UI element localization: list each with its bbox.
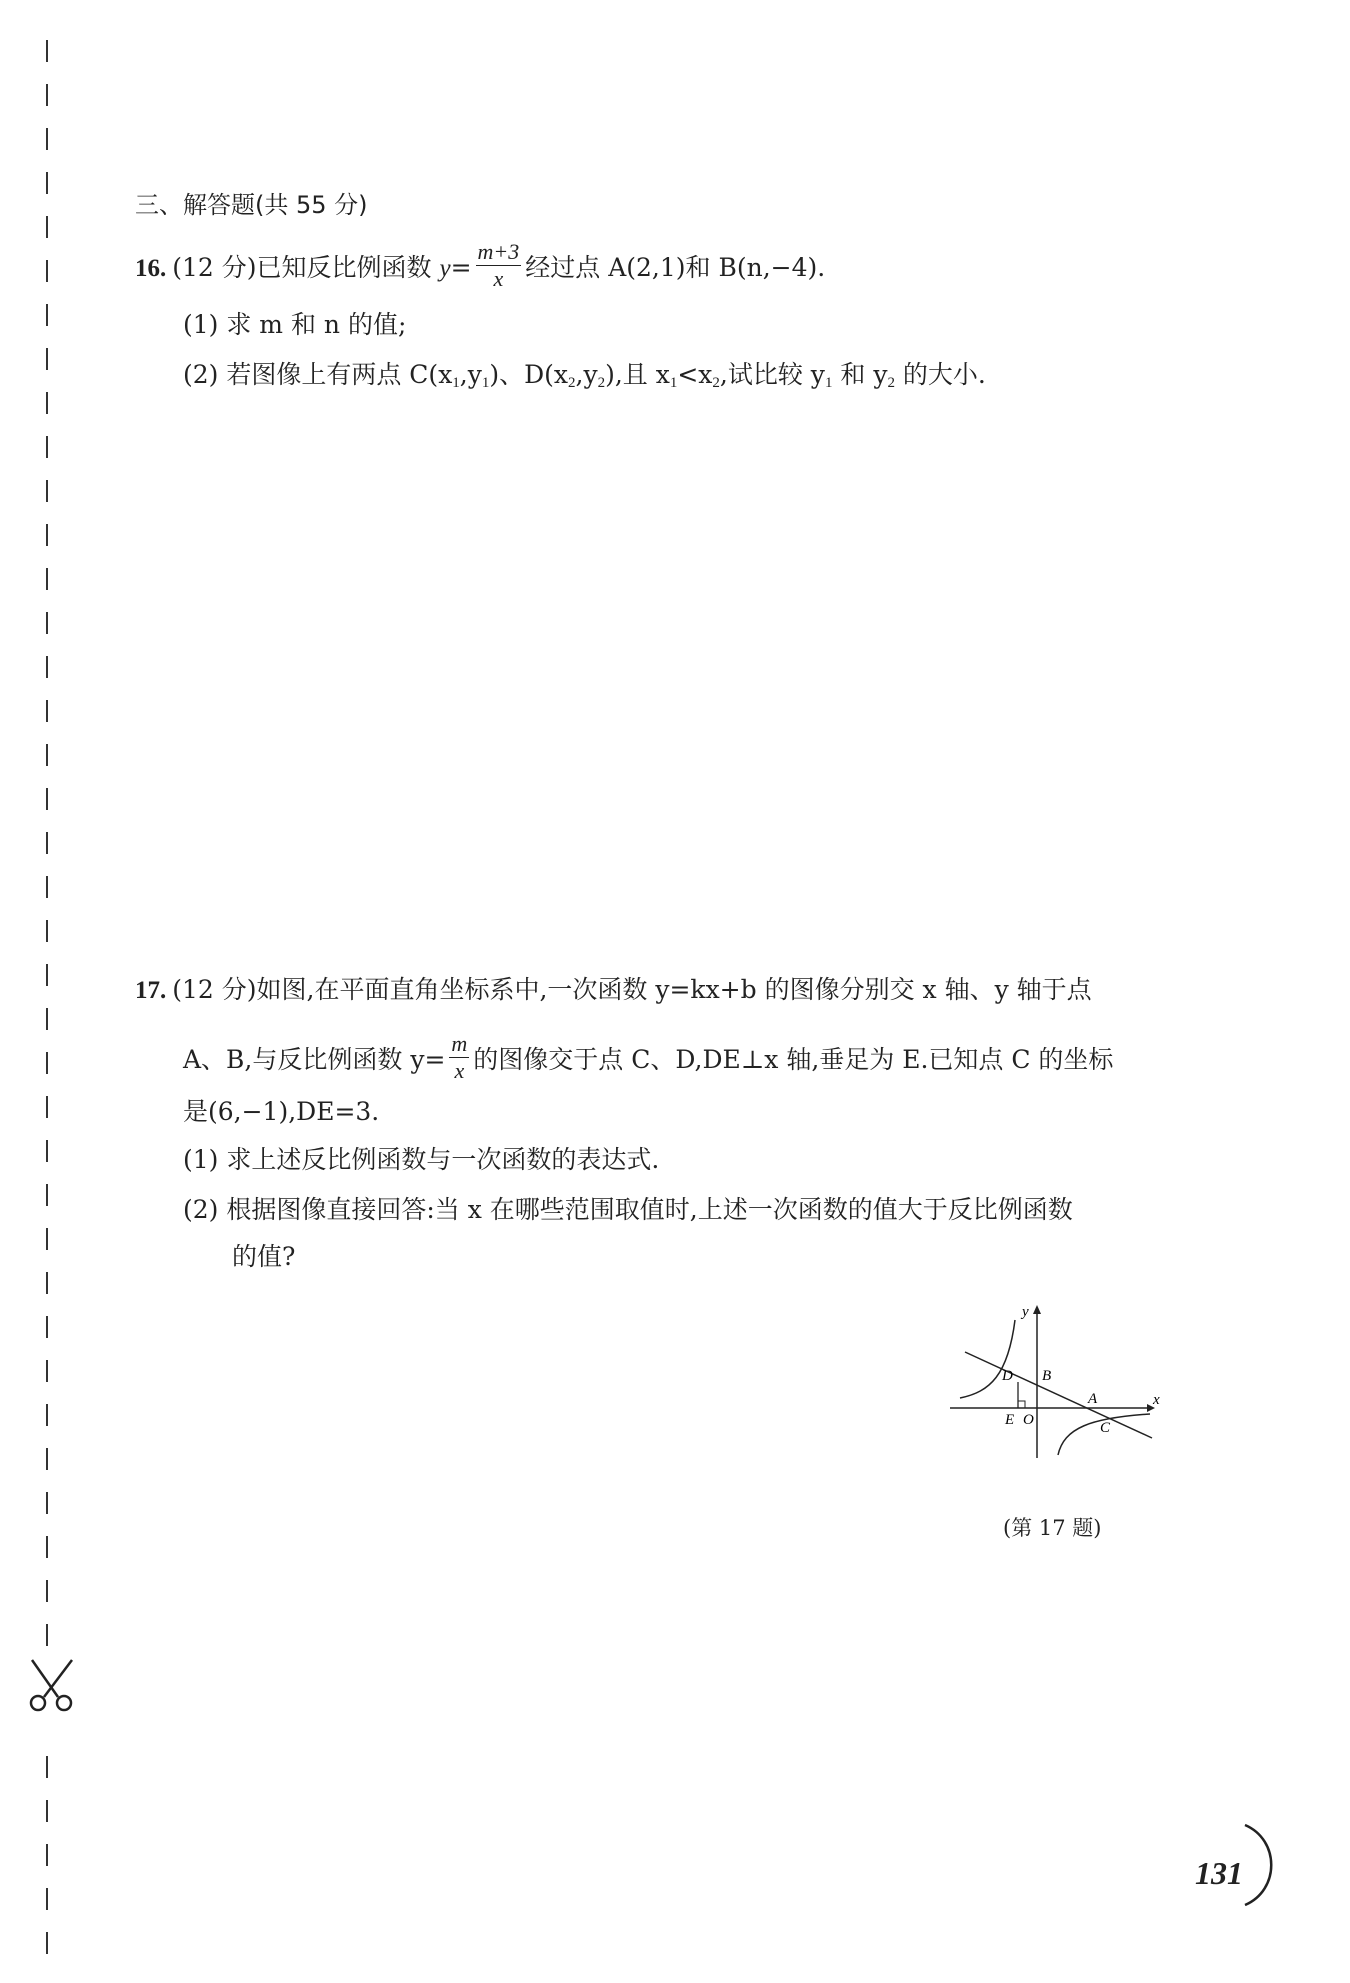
cut-line-dash (46, 788, 48, 810)
cut-line-dash (46, 1316, 48, 1338)
cut-line-dash (46, 1228, 48, 1250)
cut-line-dash (46, 832, 48, 854)
q16-number: 16. (135, 255, 167, 282)
cut-line-dash (46, 920, 48, 942)
label-D: D (1002, 1368, 1013, 1384)
q17-line2: A、B,与反比例函数 y= $\frac{m}{x}$ 的图像交于点 C、D,DE⊥x 轴,垂足为 E.已知点 C 的坐标 (183, 1031, 1114, 1083)
cut-line-dash (46, 216, 48, 238)
cut-line-dash (46, 84, 48, 106)
cut-line-dash (46, 700, 48, 722)
cut-line-dash (46, 1008, 48, 1030)
label-O: O (1023, 1412, 1034, 1428)
q17-line3: 是(6,−1),DE=3. (183, 1097, 380, 1126)
q16-frac-den: x (493, 266, 504, 291)
q16-part1: (1) 求 m 和 n 的值; (183, 310, 407, 339)
cut-line-dash (46, 1360, 48, 1382)
q16-eq: = (450, 253, 472, 282)
cut-line-dash (46, 392, 48, 414)
cut-line-dash (46, 1184, 48, 1206)
q16-frac-num: m+3 (477, 239, 520, 264)
cut-line-dash (46, 128, 48, 150)
cut-line-dash (46, 1580, 48, 1602)
page-number: 131 (1195, 1855, 1243, 1891)
label-A: A (1088, 1391, 1098, 1407)
q17-part1: (1) 求上述反比例函数与一次函数的表达式. (183, 1145, 660, 1174)
y-axis-arrow (1033, 1305, 1041, 1314)
label-B: B (1042, 1368, 1052, 1384)
cut-line-dash (46, 612, 48, 634)
label-C: C (1100, 1420, 1111, 1436)
cut-line-dash (46, 40, 48, 62)
figure-caption: (第 17 题) (1003, 1516, 1102, 1540)
cut-line-dash (46, 1756, 48, 1778)
cut-line-dash (46, 1140, 48, 1162)
cut-line-dash (46, 480, 48, 502)
cut-line-dash (46, 348, 48, 370)
q16-stem (135, 239, 826, 296)
cut-line-dash (46, 524, 48, 546)
label-x: x (1153, 1392, 1160, 1408)
q16-fraction (476, 239, 522, 292)
scissors-icon (20, 1655, 80, 1715)
q17-part2-line1: (2) 根据图像直接回答:当 x 在哪些范围取值时,上述一次函数的值大于反比例函数 (183, 1195, 1073, 1224)
linear-function-line (965, 1352, 1152, 1438)
cut-line-dash (46, 656, 48, 678)
q17-part2-line2: 的值? (232, 1242, 296, 1271)
cut-line-dash (46, 1888, 48, 1910)
cut-line-dash (46, 1404, 48, 1426)
q16-part2: (2) 若图像上有两点 $C(x_1,y_1)$、$D(x_2,y_2)$,且 $x_1<x_2$,试比较 $y_1$ 和 $y_2$ 的大小. (183, 360, 986, 391)
q17-number: 17. (135, 977, 167, 1004)
cut-line-dash (46, 1096, 48, 1118)
cut-line-dash (46, 260, 48, 282)
q16-y: y (439, 255, 451, 282)
label-E: E (1005, 1412, 1015, 1428)
q17-line1 (135, 975, 1092, 1006)
label-y: y (1022, 1304, 1029, 1320)
cut-line-dash (46, 1448, 48, 1470)
cut-line-dash (46, 1800, 48, 1822)
cut-line-dash (46, 1052, 48, 1074)
cut-line-dash (46, 568, 48, 590)
coordinate-figure (940, 1300, 1180, 1460)
hyperbola-branch-upper (960, 1320, 1015, 1398)
cut-line-dash (46, 1844, 48, 1866)
cut-line-dash (46, 876, 48, 898)
q16-stem-text-a: (12 分)已知反比例函数 (172, 253, 440, 282)
cut-line-dash (46, 172, 48, 194)
cut-line-dash (46, 1536, 48, 1558)
cut-line-dash (46, 1624, 48, 1646)
cut-line-dash (46, 1272, 48, 1294)
cut-line-dash (46, 1932, 48, 1954)
page-number-bracket (1225, 1820, 1285, 1910)
cut-line-dash (46, 436, 48, 458)
section-title: 三、解答题(共 55 分) (135, 191, 368, 219)
q17-fraction: $\frac{m}{x}$ (451, 1031, 468, 1083)
cut-line-dash (46, 744, 48, 766)
q17-line1-text: (12 分)如图,在平面直角坐标系中,一次函数 y=kx+b 的图像分别交 x 轴、y 轴于点 (172, 975, 1092, 1004)
cut-line-dash (46, 964, 48, 986)
right-angle-mark (1018, 1401, 1025, 1408)
cut-line-dash (46, 1492, 48, 1514)
q16-stem-text-b: 经过点 A(2,1)和 B(n,−4). (525, 253, 826, 282)
cut-line-dash (46, 304, 48, 326)
